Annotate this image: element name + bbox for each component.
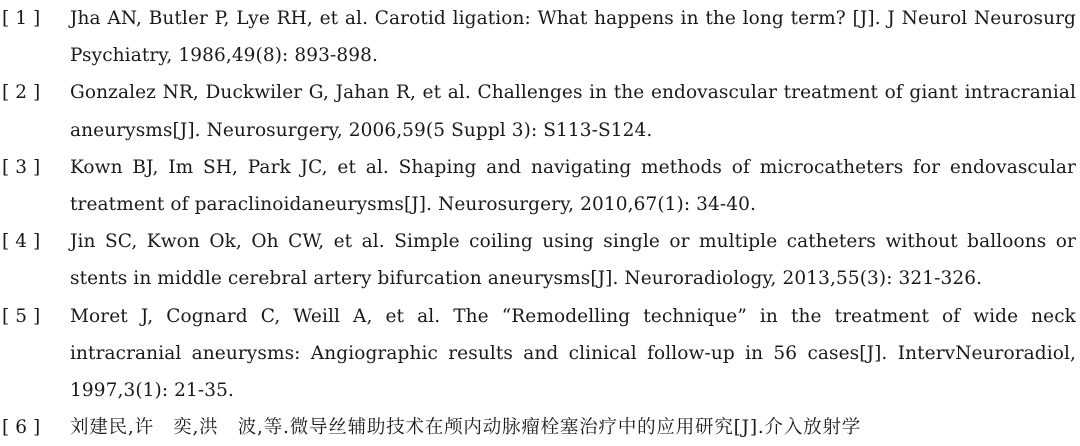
reference-number: [5] <box>2 305 47 327</box>
reference-item-2 <box>0 74 1080 148</box>
reference-item-6 <box>0 409 1080 446</box>
reference-number: [6] <box>2 417 47 439</box>
reference-number: [2] <box>2 82 47 104</box>
reference-number: [3] <box>2 156 47 178</box>
reference-text: Gonzalez NR, Duckwiler G, Jahan R, et al. Challenges in the endovascular treatment of giant intracranial aneurysms[J]. Neurosurgery, 2006,59(5 Suppl 3): S113-S124. <box>70 82 1076 141</box>
reference-text: 刘建民,许 奕,洪 波,等.微导丝辅助技术在颅内动脉瘤栓塞治疗中的应用研究[J].介入放射学 <box>70 417 862 439</box>
reference-text: Jin SC, Kwon Ok, Oh CW, et al. Simple coiling using single or multiple catheters without balloons or stents in middle cerebral artery bifurcation aneurysms[J]. Neuroradiology, 2013,55(3): 321-326. <box>70 231 1076 290</box>
reference-number: [4] <box>2 231 47 253</box>
reference-item-3 <box>0 149 1080 223</box>
reference-text: Moret J, Cognard C, Weill A, et al. The “Remodelling technique” in the treatment of wide neck intracranial aneurysms: Angiographic results and clinical follow-up in 56 cases[J]. IntervNeuroradiol, 1997,3(1): 21-35. <box>70 305 1076 402</box>
reference-text: Jha AN, Butler P, Lye RH, et al. Carotid ligation: What happens in the long term? [J]. J Neurol Neurosurg Psychiatry, 1986,49(8): 893-898. <box>70 8 1076 67</box>
reference-item-5 <box>0 298 1080 410</box>
reference-item-4 <box>0 223 1080 297</box>
reference-item-1 <box>0 0 1080 74</box>
reference-number: [1] <box>2 8 47 29</box>
reference-text: Kown BJ, Im SH, Park JC, et al. Shaping and navigating methods of microcatheters for endovascular treatment of paraclinoidaneurysms[J]. Neurosurgery, 2010,67(1): 34-40. <box>70 156 1076 216</box>
